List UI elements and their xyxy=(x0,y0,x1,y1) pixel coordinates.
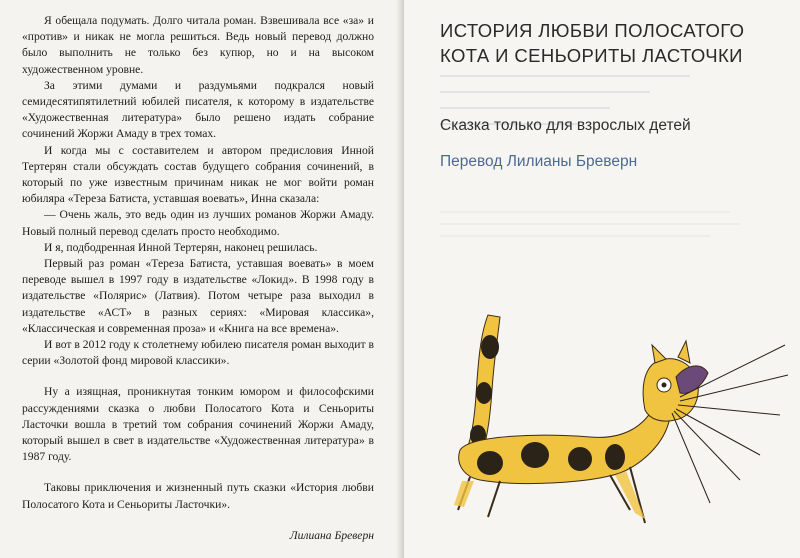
left-page-text xyxy=(22,13,374,544)
paragraph-4: — Очень жаль, это ведь один из лучших романов Жоржи Амаду. Новый полный перевод сделать просто необходимо. xyxy=(22,208,374,238)
book-subtitle: Сказка только для взрослых детей xyxy=(440,117,691,134)
translator-credit: Перевод Лилианы Бреверн xyxy=(440,153,638,170)
paragraph-8: Ну а изящная, проникнутая тонким юмором и философскими рассуждениями сказка о любви Полосатого Кота и Сеньориты Ласточки вошла в третий том собрания сочинений Жоржи Амаду, который вышел в свет в издательстве «Художественная литература» в 1987 году. xyxy=(22,385,374,464)
closing-paragraph: Таковы приключения и жизненный путь сказки «История любви Полосатого Кота и Сеньориты Ласточки». xyxy=(22,481,374,511)
striped-cat-illustration xyxy=(440,305,790,535)
paragraph-3: И когда мы с составителем и автором предисловия Инной Тертерян стали обсуждать состав будущего собрания сочинений, в который по уже известным причинам никак не мог войти роман юбиляра «Тереза Батиста, уставшая воевать», Инна сказала: xyxy=(22,143,374,206)
paragraph-6: Первый раз роман «Тереза Батиста, уставшая воевать» в моем переводе вышел в 1997 году в издательстве «Локид». В 1998 году в издательстве «Полярис» (Латвия). Потом четыре раза выходил в издательстве «АСТ» в разных сериях: «Мировая классика», «Классическая и современная проза» и «Книга на все времена». xyxy=(22,257,374,335)
book-title: ИСТОРИЯ ЛЮБВИ ПОЛОСАТОГО КОТА И СЕНЬОРИТЫ ЛАСТОЧКИ xyxy=(440,20,745,66)
paragraph-5: И я, подбодренная Инной Тертерян, наконец решилась. xyxy=(44,240,318,254)
paragraph-7: И вот в 2012 году к столетнему юбилею писателя роман выходит в серии «Золотой фонд мировой классики». xyxy=(22,338,374,368)
paragraph-1: Я обещала подумать. Долго читала роман. Взвешивала все «за» и «против» и никак не могла решиться. Ведь новый перевод должно было выполнить не только без купюр, но и на высоком художественном уровне. xyxy=(22,14,374,76)
bleed-through-text xyxy=(440,206,770,246)
signature: Лилиана Бреверн xyxy=(289,528,374,542)
paragraph-2: За этими думами и раздумьями подкрался новый семидесятипятилетний юбилей писателя, к которому в издательстве «Художественная литература» было решено издать собрание сочинений Жоржи Амаду в трех томах. xyxy=(22,78,374,141)
